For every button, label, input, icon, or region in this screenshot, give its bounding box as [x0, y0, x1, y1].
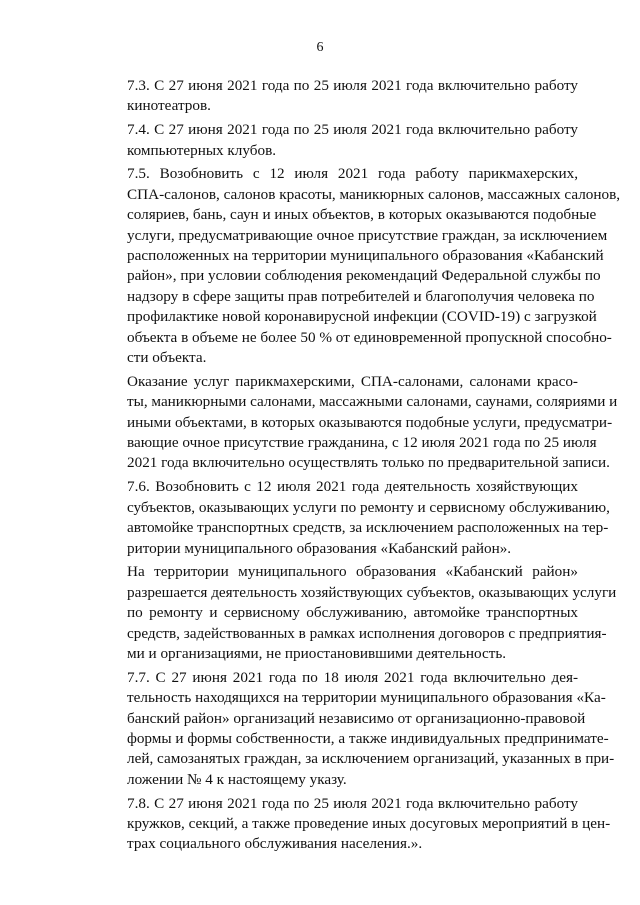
paragraph [91, 120, 578, 161]
text-line: Оказание услуг парикмахерскими, СПА-салонами, салонами красо- [127, 372, 578, 390]
text-line: тельность находящихся на территории муниципального образования «Ка- [127, 689, 606, 707]
text-line: лей, самозанятых граждан, за исключением организаций, указанных в при- [127, 750, 615, 768]
text-line: 7.5. Возобновить с 12 июля 2021 года работу парикмахерских, [127, 165, 578, 183]
paragraph [91, 794, 611, 855]
text-line: расположенных на территории муниципального образования «Кабанский [127, 247, 604, 265]
text-line: 7.3. С 27 июня 2021 года по 25 июля 2021 года включительно работу [127, 77, 578, 94]
text-line: ложении № 4 к настоящему указу. [127, 770, 347, 788]
text-line: банский район» организаций независимо от организационно-правовой [127, 709, 586, 727]
paragraph [91, 372, 618, 474]
paragraph [91, 477, 610, 559]
text-line: сти объекта. [127, 349, 207, 367]
document-body [91, 76, 621, 858]
text-line: объекта в объеме не более 50 % от единовременной пропускной способно- [127, 328, 612, 346]
text-line: средств, задействованных в рамках исполнения договоров с предприятия- [127, 624, 607, 642]
text-line: соляриев, бань, саун и иных объектов, в которых оказываются подобные [127, 206, 597, 224]
paragraph [91, 164, 621, 368]
text-line: профилактике новой коронавирусной инфекции (COVID-19) с загрузкой [127, 308, 597, 326]
text-line: надзору в сфере защиты прав потребителей и благополучия человека по [127, 287, 595, 305]
text-line: кружков, секций, а также проведение иных досуговых мероприятий в цен- [127, 814, 611, 832]
text-line: формы и формы собственности, а также индивидуальных предпринимате- [127, 729, 609, 747]
text-line: услуги, предусматривающие очное присутствие граждан, за исключением [127, 226, 608, 244]
text-line: автомойке транспортных средств, за исключением расположенных на тер- [127, 519, 609, 537]
text-line: компьютерных клубов. [127, 141, 277, 159]
text-line: трах социального обслуживания населения.». [127, 835, 423, 853]
text-line: 7.6. Возобновить с 12 июля 2021 года деятельность хозяйствующих [127, 478, 578, 496]
paragraph [91, 76, 578, 117]
text-line: 2021 года включительно осуществлять только по предварительной записи. [127, 454, 610, 472]
text-line: 7.8. С 27 июня 2021 года по 25 июля 2021 года включительно работу [127, 794, 578, 812]
text-line: кинотеатров. [127, 97, 211, 115]
text-line: по ремонту и сервисному обслуживанию, автомойке транспортных [127, 604, 578, 622]
paragraph [91, 668, 615, 790]
page-number: 6 [316, 40, 324, 55]
text-line: разрешается деятельность хозяйствующих субъектов, оказывающих услуги [127, 583, 617, 601]
text-line: ми и организациями, не приостановившими деятельность. [127, 644, 507, 662]
text-line: субъектов, оказывающих услуги по ремонту и сервисному обслуживанию, [127, 498, 610, 516]
text-line: 7.4. С 27 июня 2021 года по 25 июля 2021 года включительно работу [127, 121, 578, 139]
text-line: На территории муниципального образования «Кабанский район» [127, 563, 578, 581]
text-line: СПА-салонов, салонов красоты, маникюрных салонов, массажных салонов, [127, 185, 621, 203]
text-line: ты, маникюрными салонами, массажными салонами, саунами, соляриями и [127, 393, 618, 411]
text-line: вающие очное присутствие гражданина, с 12 июля 2021 года по 25 июля [127, 434, 597, 452]
text-line: район», при условии соблюдения рекомендаций Федеральной службы по [127, 267, 601, 285]
text-line: иными объектами, в которых оказываются подобные услуги, предусматри- [127, 413, 613, 431]
paragraph [91, 562, 617, 664]
text-line: ритории муниципального образования «Кабанский район». [127, 539, 512, 557]
text-line: 7.7. С 27 июня 2021 года по 18 июля 2021 года включительно дея- [127, 668, 578, 686]
